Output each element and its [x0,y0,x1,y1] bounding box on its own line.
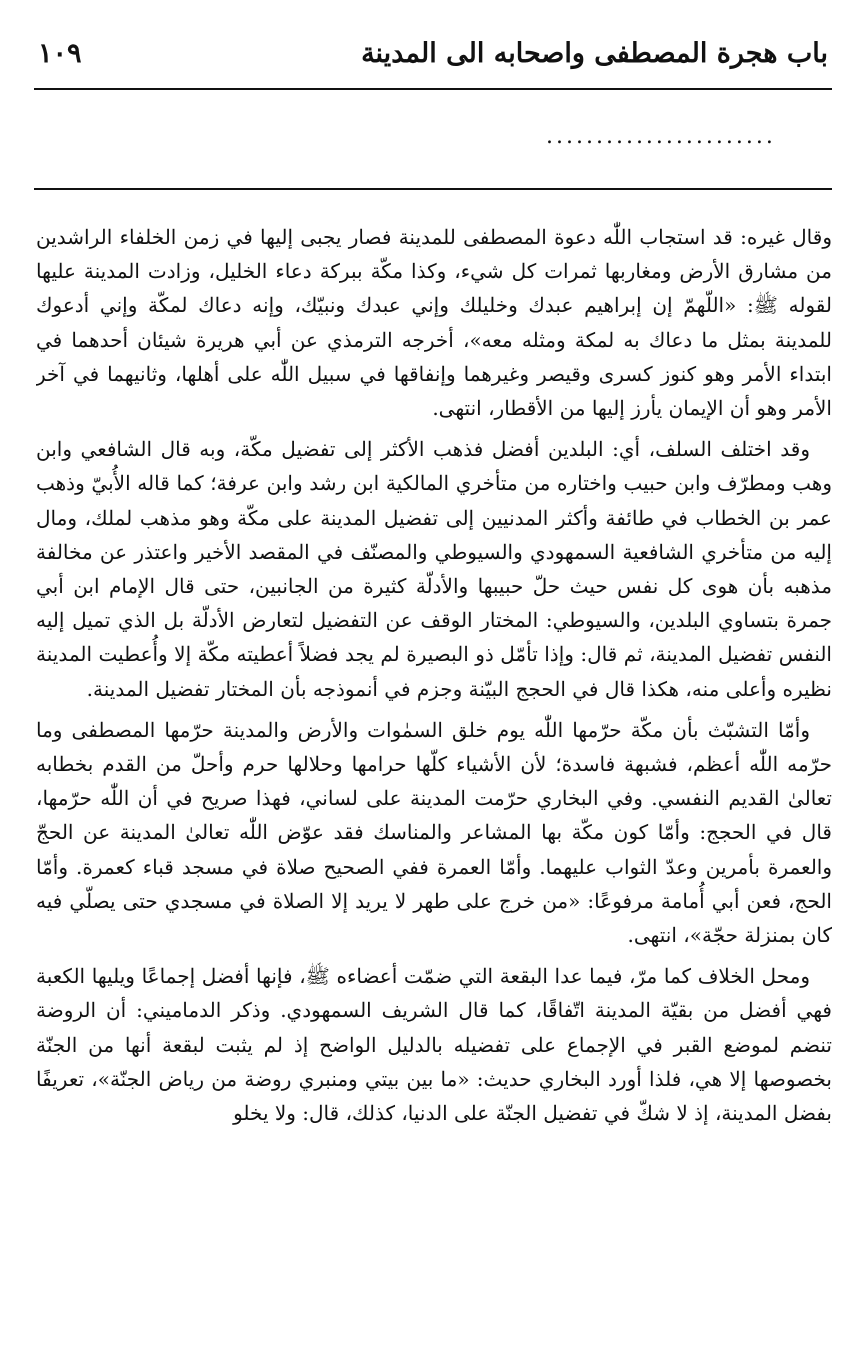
body-text [36,220,832,1340]
paragraph-2: وقد اختلف السلف، أي: البلدين أفضل فذهب الأكثر إلى تفضيل مكّة، وبه قال الشافعي وابن وهب ومطرّف وابن حبيب واختاره من متأخري المالكية ابن رشد وابن عرفة؛ كما قاله الأُبيّ وذهب عمر بن الخطاب في طائفة وأكثر المدنيين إلى تفضيل المدينة على مكّة وهو مذهب لملك، ومال إليه من متأخري الشافعية السمهودي والسيوطي والمصنّف في المقصد الأخير واعتذر عن مخالفة مذهبه بأن هوى كل نفس حيث حلّ حبيبها والأدلّة كثيرة من الجانبين، حتى قال الإمام ابن أبي جمرة بتساوي البلدين، والسيوطي: المختار الوقف عن التفضيل لتعارض الأدلّة بل الذي تميل إليه النفس تفضيل المدينة، ثم قال: وإذا تأمّل ذو البصيرة لم يجد فضلاً أعطيته مكّة إلا وأُعطيت المدينة نظيره وأعلى منه، هكذا قال في الحجج البيّنة وجزم في أنموذجه بأن المختار تفضيل المدينة. [36,437,832,701]
paragraph-3: وأمّا التشبّث بأن مكّة حرّمها اللّٰه يوم خلق السمٰوات والأرض والمدينة حرّمها المصطفى وما حرّمه اللّٰه أعظم، فشبهة فاسدة؛ لأن الأشياء كلّها حرامها وحلالها حرم وأحلّ من القدم بخطابه تعالىٰ القديم النفسي. وفي البخاري حرّمت المدينة على لساني، فهذا صريح في أن اللّٰه حرّمها، قال في الحجج: وأمّا كون مكّة بها المشاعر والمناسك فقد عوّض اللّٰه تعالىٰ المدينة عن الحجّ والعمرة بأمرين وعدّ الثواب عليهما. وأمّا العمرة ففي الصحيح صلاة في مسجد قباء كعمرة. وأمّا الحج، فعن أبي أُمامة مرفوعًا: «من خرج على طهر لا يريد إلا الصلاة في مسجدي حتى يصلّي فيه كان بمنزلة حجّة»، انتهى. [36,717,832,948]
footnote-continuation-dots: ....................... [546,124,776,149]
footnote-rule [34,188,832,190]
paragraph-4: ومحل الخلاف كما مرّ، فيما عدا البقعة التي ضمّت أعضاءه ﷺ، فإنها أفضل إجماعًا ويليها الكعبة فهي أفضل من بقيّة المدينة اتّفاقًا، كما قال الشريف السمهودي. وذكر الدماميني: أن الروضة تنضم لموضع القبر في الإجماع على تفضيله بالدليل الواضح إذ لم يثبت لبقعة أنها من الجنّة بخصوصها إلا هي، فلذا أورد البخاري حديث: «ما بين بيتي ومنبري روضة من رياض الجنّة»، تعريفًا بفضل المدينة، إذ لا شكّ في تفضيل الجنّة على الدنيا، كذلك، قال: ولا يخلو [36,964,832,1126]
header-rule [34,88,832,90]
page-number: ١٠٩ [38,38,82,69]
running-header [34,36,832,86]
chapter-title: باب هجرة المصطفى واصحابه الى المدينة [361,38,828,69]
paragraph-1: وقال غيره: قد استجاب اللّٰه دعوة المصطفى للمدينة فصار يجبى إليها في زمن الخلفاء الراشدين من مشارق الأرض ومغاربها ثمرات كل شيء، وكذا مكّة ببركة دعاء الخليل، وزادت المدينة عليها لقوله ﷺ: «اللّهمّ إن إبراهيم عبدك وخليلك وإني عبدك ونبيّك، وإنه دعاك لمكّة وإني أدعوك للمدينة بمثل ما دعاك به لمكة ومثله معه»، أخرجه الترمذي عن أبي هريرة شيئان أحدهما في ابتداء الأمر وهو كنوز كسرى وقيصر وغيرهما وإنفاقها في سبيل اللّٰه على أهلها، وثانيهما في آخر الأمر وهو أن الإيمان يأرز إليها من الأقطار، انتهى. [36,225,832,421]
